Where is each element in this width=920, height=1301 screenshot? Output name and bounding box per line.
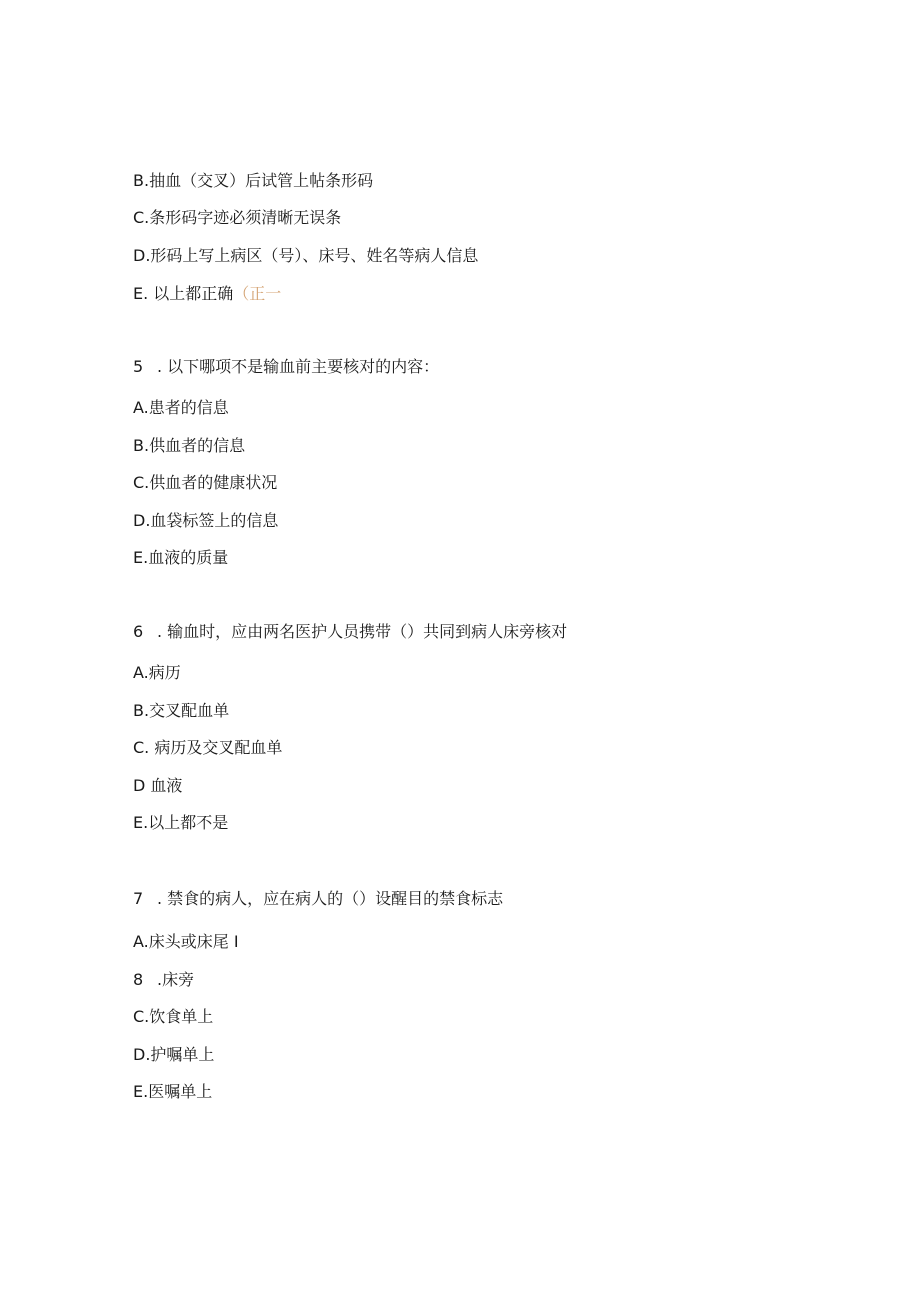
q5-option-b: B.供血者的信息: [133, 436, 246, 455]
question-text: . 禁食的病人，应在病人的（）设醒目的禁食标志: [157, 889, 504, 908]
q6-option-d: D 血液: [133, 776, 183, 795]
question-text: . 输血时，应由两名医护人员携带（）共同到病人床旁核对: [157, 622, 568, 641]
q7-option-d: D.护嘱单上: [133, 1045, 215, 1064]
q6-option-c: C. 病历及交叉配血单: [133, 738, 283, 757]
question-number: 7: [133, 889, 144, 908]
question-number: 6: [133, 622, 144, 641]
option-b-barcode: B.抽血（交叉）后试管上帖条形码: [133, 171, 374, 190]
q5-option-c: C.供血者的健康状况: [133, 473, 278, 492]
q6-option-e: E.以上都不是: [133, 813, 229, 832]
q5-option-a: A.患者的信息: [133, 398, 229, 417]
q7-option-a: A.床头或床尾 I: [133, 932, 239, 951]
q7-option-e: E.医嘱单上: [133, 1082, 213, 1101]
q7-option-c: C.饮食单上: [133, 1007, 214, 1026]
question-6: [133, 622, 567, 642]
question-number: 8: [133, 970, 144, 989]
option-d-barcode: D.形码上写上病区（号）、床号、姓名等病人信息: [133, 246, 479, 265]
option-e-barcode: E. 以上都正确（正一: [133, 284, 282, 303]
q5-option-d: D.血袋标签上的信息: [133, 511, 279, 530]
question-5: [133, 357, 439, 377]
option-c-barcode: C.条形码字迹必须清晰无误条: [133, 208, 342, 227]
q6-option-b: B.交叉配血单: [133, 701, 230, 720]
question-number: 5: [133, 357, 144, 376]
question-text: . 以下哪项不是输血前主要核对的内容：: [157, 357, 440, 376]
q7-option-b: 8 .床旁: [133, 970, 195, 989]
q6-option-a: A.病历: [133, 663, 181, 682]
answer-mark: （正一: [233, 284, 282, 303]
q5-option-e: E.血液的质量: [133, 548, 229, 567]
question-7: [133, 889, 503, 909]
